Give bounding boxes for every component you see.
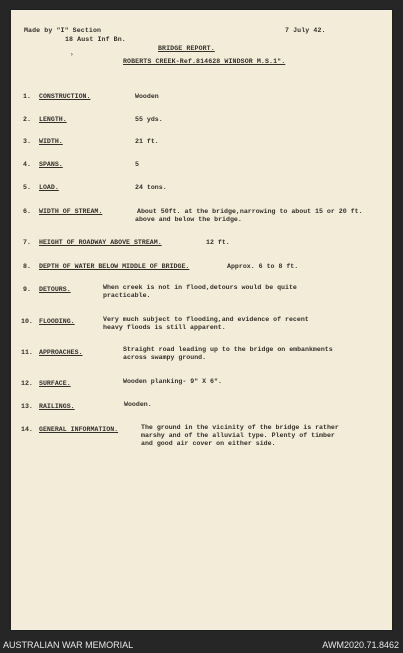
item-value: Very much subject to flooding,and evidence of recent — [103, 316, 309, 323]
item-label: WIDTH. — [39, 138, 63, 145]
header-date: 7 July 42. — [285, 27, 326, 34]
item-value-continued: heavy floods is still apparent. — [103, 324, 226, 331]
item-number: 8. — [23, 263, 31, 270]
item-value: When creek is not in flood,detours would be quite — [103, 284, 297, 291]
item-label: SPANS. — [39, 161, 63, 168]
item-value-continued: above and below the bridge. — [135, 216, 242, 223]
item-value: 12 ft. — [206, 239, 230, 246]
item-number: 13. — [21, 403, 33, 410]
item-value-continued: across swampy ground. — [123, 354, 207, 361]
item-label: WIDTH OF STREAM. — [39, 208, 103, 215]
item-label: DEPTH OF WATER BELOW MIDDLE OF BRIDGE. — [39, 263, 190, 270]
item-number: 5. — [23, 184, 31, 191]
item-value: 24 tons. — [135, 184, 167, 191]
item-number: 3. — [23, 138, 31, 145]
item-number: 11. — [21, 349, 33, 356]
item-value: Approx. 6 to 8 ft. — [227, 263, 299, 270]
item-value: About 50ft. at the bridge,narrowing to about 15 or 20 ft. — [137, 208, 363, 215]
item-label: FLOODING. — [39, 318, 75, 325]
item-number: 6. — [23, 208, 31, 215]
document-title: BRIDGE REPORT. — [158, 45, 215, 52]
item-number: 4. — [23, 161, 31, 168]
item-number: 9. — [23, 286, 31, 293]
item-label: SURFACE. — [39, 380, 71, 387]
pencil-mark: › — [70, 51, 74, 58]
item-label: RAILINGS. — [39, 403, 75, 410]
item-value-continued: and good air cover on either side. — [141, 440, 276, 447]
item-value: 5 — [135, 161, 139, 168]
item-number: 1. — [23, 93, 31, 100]
item-label: DETOURS. — [39, 286, 71, 293]
item-label: LOAD. — [39, 184, 59, 191]
item-value: Wooden planking- 9" X 6". — [123, 378, 222, 385]
item-number: 7. — [23, 239, 31, 246]
item-label: LENGTH. — [39, 116, 67, 123]
item-label: HEIGHT OF ROADWAY ABOVE STREAM. — [39, 239, 162, 246]
footer-institution: AUSTRALIAN WAR MEMORIAL — [3, 640, 134, 650]
item-label: GENERAL INFORMATION. — [39, 426, 119, 433]
item-value: The ground in the vicinity of the bridge is rather — [141, 424, 339, 431]
footer-accession-number: AWM2020.71.8462 — [322, 640, 399, 650]
item-label: CONSTRUCTION. — [39, 93, 91, 100]
item-number: 10. — [21, 318, 33, 325]
item-value: 21 ft. — [135, 138, 159, 145]
item-value: Wooden — [135, 93, 159, 100]
document-page — [11, 10, 392, 630]
item-value-continued: practicable. — [103, 292, 151, 299]
document-subtitle: ROBERTS CREEK-Ref.814628 WINDSOR M.S.1". — [123, 58, 286, 65]
item-value: 55 yds. — [135, 116, 163, 123]
header-unit: 18 Aust Inf Bn. — [65, 36, 126, 43]
item-label: APPROACHES. — [39, 349, 83, 356]
item-number: 14. — [21, 426, 33, 433]
item-number: 2. — [23, 116, 31, 123]
item-value: Straight road leading up to the bridge on embankments — [123, 346, 333, 353]
header-made-by: Made by "I" Section — [24, 27, 102, 34]
item-number: 12. — [21, 380, 33, 387]
item-value: Wooden. — [124, 401, 152, 408]
item-value-continued: marshy and of the alluvial type. Plenty of timber — [141, 432, 335, 439]
